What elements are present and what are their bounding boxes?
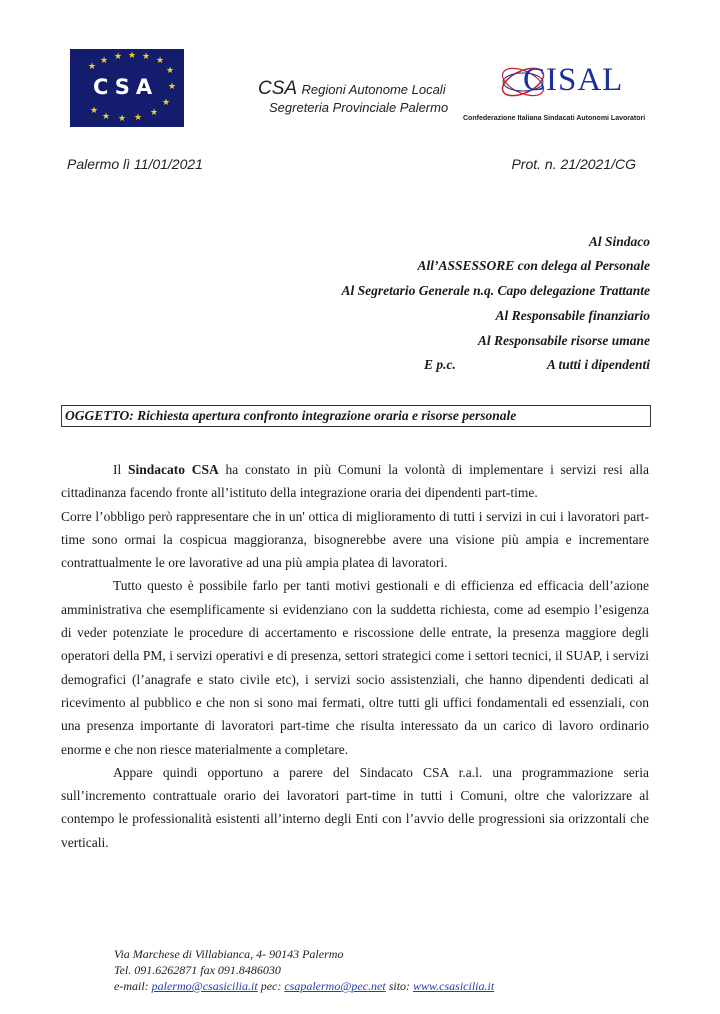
email-link[interactable]: palermo@csasicilia.it [151, 979, 258, 993]
p1-lead: Il [113, 462, 128, 477]
paragraph-4: Appare quindi opportuno a parere del Sindacato CSA r.a.l. una programmazione seria sull’incremento contrattuale orario dei lavoratori part-time in tutti i Comuni, oltre che valorizzare al contempo le professionalità esistenti all’interno degli Enti con l’avvio delle progressioni sia orizzontali che verticali. [61, 764, 649, 850]
paragraph-2: Corre l’obbligo però rappresentare che in un' ottica di miglioramento di tutti i servizi in cui i lavoratori part-time sono ormai la cospicua maggioranza, bisognerebbe avere una visione più ampia e incrementare contrattualmente le ore lavorative ad una più ampia platea di lavoratori. [61, 508, 649, 571]
letter-body [61, 458, 649, 854]
paragraph-1 [61, 458, 649, 505]
recipient-secretary: Al Segretario Generale n.q. Capo delegazione Trattante [341, 283, 650, 298]
org-name [258, 78, 446, 100]
pec-label: pec: [257, 979, 285, 993]
org-name-small: Regioni Autonome Locali [301, 82, 446, 97]
subject-line: OGGETTO: Richiesta apertura confronto integrazione oraria e risorse personale [65, 408, 517, 423]
footer-address: Via Marchese di Villabianca, 4- 90143 Palermo [114, 947, 344, 961]
p1-bold: Sindacato CSA [127, 462, 219, 477]
footer-contacts [114, 979, 494, 994]
p1-rest: ha constato in più Comuni la volontà di implementare i servizi resi alla cittadinanza facendo fronte all’istituto della integrazione oraria dei dipendenti part-time. [61, 462, 649, 501]
recipient-assessor: All’ASSESSORE con delega al Personale [417, 258, 650, 273]
cc-recipient: A tutti i dipendenti [546, 357, 650, 372]
footer-phone: Tel. 091.6262871 fax 091.8486030 [114, 963, 281, 977]
site-label: sito: [385, 979, 414, 993]
cc-label: E p.c. [424, 357, 456, 372]
csa-logo-text: CSA [93, 75, 159, 99]
recipient-financial: Al Responsabile finanziario [495, 308, 650, 323]
email-label: e-mail: [114, 979, 152, 993]
paragraph-3: Tutto questo è possibile farlo per tanti motivi gestionali e di efficienza ed efficacia dell’azione amministrativa che esemplificamente si evidenziano con la suddetta richiesta, come ad esempio l’esigenza di veder potenziate le procedure di accertamento e riscossione delle entrate, la presenza maggiore degli operatori della PM, i servizi operativi e di presenza, settori strategici come i settori tecnici, il SUAP, i servizi demografici (l’anagrafe e stato civile etc), i servizi socio assistenziali, che hanno dipendenti dedicati al ricevimento al pubblico e che non si sono mai fermati, oltre tutti gli uffici fondamentali ed essenziali, con una presenza importante di lavoratori part-time che risulta interessato da un carico di lavoro ordinario enorme e che non riesce materialmente a completare. [61, 578, 649, 757]
org-subtitle: Segreteria Provinciale Palermo [269, 100, 449, 115]
cisal-logo-text: CISAL [523, 62, 624, 98]
recipient-hr: Al Responsabile risorse umane [477, 333, 650, 348]
org-name-big: CSA [258, 78, 298, 99]
recipient-mayor: Al Sindaco [588, 234, 650, 249]
site-link[interactable]: www.csasicilia.it [413, 979, 495, 993]
place-date: Palermo lì 11/01/2021 [67, 156, 203, 172]
protocol-number: Prot. n. 21/2021/CG [511, 156, 636, 172]
pec-link[interactable]: csapalermo@pec.net [284, 979, 386, 993]
cisal-subtitle: Confederazione Italiana Sindacati Autonomi Lavoratori [463, 115, 646, 122]
csa-logo: ★ ★ ★ ★ ★ ★ ★ ★ ★ ★ ★ ★ ★ ★ CSA [70, 49, 184, 127]
